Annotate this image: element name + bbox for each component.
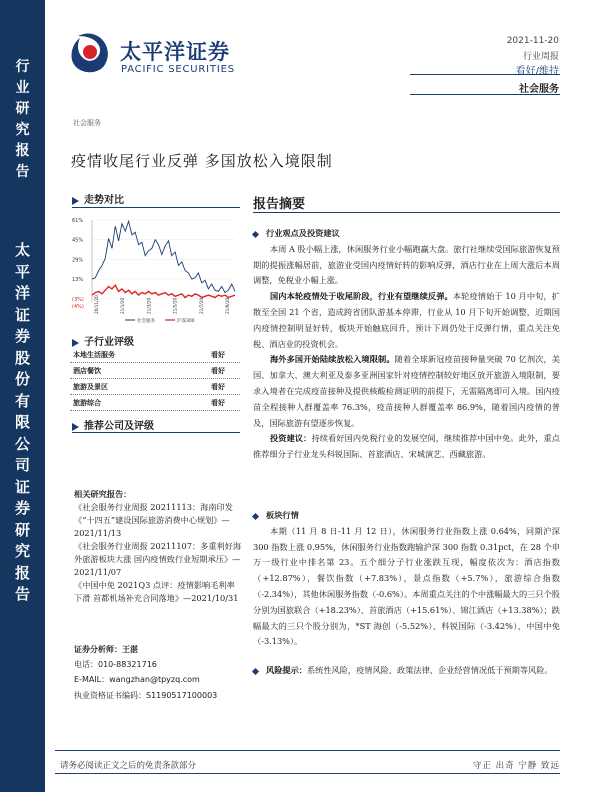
sidebar-char: 研 xyxy=(14,520,30,539)
paragraph: 本期（11 月 8 日-11 月 12 日），休闲服务行业指数上涨 0.64%，同期沪深 300 指数上涨 0.95%，休闲服务行业指数跑输沪深 300 指数 0.31pct，在 28 个申万一级行业中排名第 23。五个细分子行业涨跌互现，幅度依次为：酒店指数（+12.87%），餐饮指数（+7.83%），景点指数（+5.7%），旅游综合指数（-2.34%），其他休闲服务指数（-0.6%）。本周重点关注的个中涨幅最大的三只个股分别为国旅联合（+18.23%）、首旅酒店（+15.61%）、锦江酒店（+13.38%）；跌幅最大的三只个股分别为，*ST 海创（-5.52%）、科锐国际（-3.42%）、中国中免（-3.13%）。 xyxy=(253,525,560,647)
table-row xyxy=(70,347,240,363)
table-row xyxy=(70,395,240,411)
y-tick-label: 29% xyxy=(72,257,84,264)
sidebar-char: 洋 xyxy=(14,284,30,302)
risk-text: 系统性风险，疫情风险、政策法律、企业经营情况低于预期等风险。 xyxy=(306,665,553,675)
table-row xyxy=(70,363,240,379)
x-tick-label: 20/11/20 xyxy=(94,295,99,314)
sidebar-char: 平 xyxy=(14,262,30,281)
paragraph xyxy=(253,352,560,431)
breadcrumb: 社会服务 xyxy=(73,119,101,127)
section-rule xyxy=(72,432,240,433)
paragraph-text: 随着全球新冠疫苗接种量突破 70 亿剂次，美国、加拿大、澳大利亚及泰多亚洲国家针对疫情控制较好地区放开旅游入境限制，要求入境者在完成疫苗接种及提供核酸检测证明的前提下，无需隔离即可入境。国内疫苗全程接种人群覆盖率 76.3%，疫苗接种人群覆盖率 86.9%，随着国内疫情的普及，国际旅游有望逐步恢复。 xyxy=(253,354,560,428)
paragraph-lead: 海外多国开始陆续放松入境限制。 xyxy=(270,354,395,365)
diamond-bullet-icon xyxy=(252,512,259,519)
analyst-phone: 电话：010-88321716 xyxy=(74,660,157,670)
sidebar-char: 券 xyxy=(14,499,30,517)
related-report-link[interactable]: 《社会服务行业周报 20211113：海南印发《“十四五”建设国际旅游消费中心规划》—2021/11/13 xyxy=(74,502,233,538)
rating-name: 本地生活服务 xyxy=(73,350,115,359)
paragraph xyxy=(253,289,560,352)
section-heading-text: 板块行情 xyxy=(266,510,299,520)
legend-label: 沪深300 xyxy=(177,319,195,324)
sidebar-char: 研 xyxy=(15,101,30,117)
x-tick-label: 21/5/20 xyxy=(172,297,178,314)
sidebar-char: 报 xyxy=(14,563,30,582)
y-tick-label: 45% xyxy=(72,237,84,244)
arrow-icon xyxy=(72,423,79,431)
rating-value: 看好 xyxy=(211,366,225,375)
arrow-icon xyxy=(72,339,79,347)
x-tick-label: 21/9/20 xyxy=(225,297,230,314)
sidebar-char: 股 xyxy=(14,348,30,367)
y-tick-label: 13% xyxy=(72,277,84,284)
table-row xyxy=(70,379,240,395)
section-heading xyxy=(253,226,560,242)
header-divider xyxy=(410,74,560,75)
logo-mark-icon xyxy=(68,30,112,74)
paragraph xyxy=(253,663,560,679)
sidebar-char: 究 xyxy=(15,122,30,138)
report-type: 行业周报 xyxy=(522,52,559,62)
paragraph xyxy=(253,431,560,463)
rating-value: 看好 xyxy=(211,398,225,407)
y-tick-label: 61% xyxy=(72,218,84,224)
sidebar-char: 行 xyxy=(15,59,30,75)
legend-label: 社会服务 xyxy=(137,319,155,324)
sidebar-char: 券 xyxy=(14,327,30,345)
sidebar-char: 告 xyxy=(15,164,30,180)
summary-section-2 xyxy=(253,508,560,650)
x-tick-label: 21/3/20 xyxy=(146,297,152,314)
paragraph-lead: 国内本轮疫情处于收尾阶段，行业有望继续反弹。 xyxy=(270,291,453,302)
disclaimer-note: 请务必阅读正文之后的免责条款部分 xyxy=(60,761,197,771)
sidebar-char: 司 xyxy=(14,456,30,474)
footer-rule-2 xyxy=(55,773,560,774)
related-reports xyxy=(74,488,242,605)
recommend-heading-text: 推荐公司及评级 xyxy=(84,421,154,432)
sub-rating-heading-text: 子行业评级 xyxy=(84,337,134,348)
trend-chart xyxy=(70,212,240,330)
related-report-link[interactable]: 《中国中免 2021Q3 点评：疫情影响毛利率下滑 首都机场补充合同落地》—2021/10/31 xyxy=(74,580,239,603)
sidebar-char: 限 xyxy=(14,413,30,431)
industry-rating: 看好/维持 xyxy=(515,66,559,77)
sidebar-char: 告 xyxy=(14,585,30,603)
sub-rating-table xyxy=(70,347,240,411)
related-heading: 相关研究报告： xyxy=(74,489,132,499)
analyst-license: 执业资格证书编码：S1190517100003 xyxy=(74,690,218,700)
analyst-info xyxy=(74,642,242,703)
summary-title: 报告摘要 xyxy=(253,197,306,212)
risk-lead: 风险提示： xyxy=(266,665,307,675)
analyst-name: 证券分析师：王湛 xyxy=(74,644,138,654)
sidebar-top-text xyxy=(0,60,45,186)
sidebar-char: 报 xyxy=(15,143,30,159)
y-tick-label: (3%) xyxy=(72,296,84,303)
sidebar-char: 业 xyxy=(15,80,30,96)
arrow-icon xyxy=(72,197,79,205)
sidebar-char: 公 xyxy=(14,434,30,453)
sidebar-char: 证 xyxy=(14,477,30,496)
rating-value: 看好 xyxy=(211,350,225,359)
sidebar-char: 有 xyxy=(14,391,30,410)
paragraph-text: 本轮疫情始于 10 月中旬，扩散至全国 21 个省，造成跨省团队游基本停滞，行业从 10 月下旬开始调整，近期国内疫情控制明显好转，板块开始触底回升，预计下周仍处于反弹行情，重点关注免税、酒店业的投资机会。 xyxy=(253,291,560,349)
summary-rule xyxy=(253,212,560,213)
page-title: 疫情收尾行业反弹 多国放松入境限制 xyxy=(71,152,333,170)
sub-rating-heading xyxy=(72,333,134,348)
sidebar-bottom-text xyxy=(0,243,45,609)
rating-name: 旅游及景区 xyxy=(73,382,108,391)
rating-value: 看好 xyxy=(211,382,225,391)
paragraph: 本周 A 股小幅上涨，休闲服务行业小幅跑赢大盘。旅行社继续受国际旅游恢复预期的提振涨幅居前，旅游业受国内疫情好转的影响反弹，酒店行业在上周大涨后本周调整，免税业小幅上涨。 xyxy=(253,243,560,286)
sidebar-char: 太 xyxy=(14,241,30,259)
sidebar xyxy=(0,0,45,792)
recommend-heading xyxy=(72,417,154,432)
summary-section-1 xyxy=(253,226,560,463)
rating-name: 旅游综合 xyxy=(73,398,101,407)
sidebar-char: 究 xyxy=(14,542,30,560)
report-date: 2021-11-20 xyxy=(506,36,559,46)
company-motto: 守正 出奇 宁静 致远 xyxy=(472,761,560,771)
risk-section xyxy=(253,663,560,679)
paragraph-lead: 投资建议： xyxy=(270,433,312,444)
footer-rule xyxy=(55,750,560,751)
related-report-link[interactable]: 《社会服务行业周报 20211107：多重利好海外旅游板块大涨 国内疫情致行业短期承压》—2021/11/07 xyxy=(74,541,242,577)
sidebar-char: 份 xyxy=(14,370,30,388)
section-heading xyxy=(253,508,560,524)
logo-cn-text: 太平洋证券 xyxy=(120,40,230,64)
section-heading-text: 行业观点及投资建议 xyxy=(266,228,340,238)
series-line-social-service xyxy=(92,221,235,292)
diamond-bullet-icon xyxy=(252,230,259,237)
header-divider-2 xyxy=(410,94,560,95)
analyst-email[interactable]: E-MAIL：wangzhan@tpyzq.com xyxy=(74,675,200,685)
trend-heading xyxy=(72,191,124,206)
y-tick-label: (4%) xyxy=(72,304,84,310)
logo-en-text: PACIFIC SECURITIES xyxy=(121,64,235,75)
sidebar-char: 证 xyxy=(14,305,30,324)
section-rule xyxy=(72,207,240,208)
trend-heading-text: 走势对比 xyxy=(84,195,124,206)
paragraph-text: 持续看好国内免税行业的发展空间，继续推荐中国中免。此外，重点推荐细分子行业龙头科锐国际、首旅酒店、宋城演艺、西藏旅游。 xyxy=(253,433,560,460)
diamond-bullet-icon xyxy=(252,667,259,674)
rating-name: 酒店餐饮 xyxy=(73,366,101,375)
x-tick-label: 21/1/20 xyxy=(120,297,126,314)
x-tick-label: 21/7/20 xyxy=(198,297,204,314)
sector-label: 社会服务 xyxy=(519,84,559,95)
